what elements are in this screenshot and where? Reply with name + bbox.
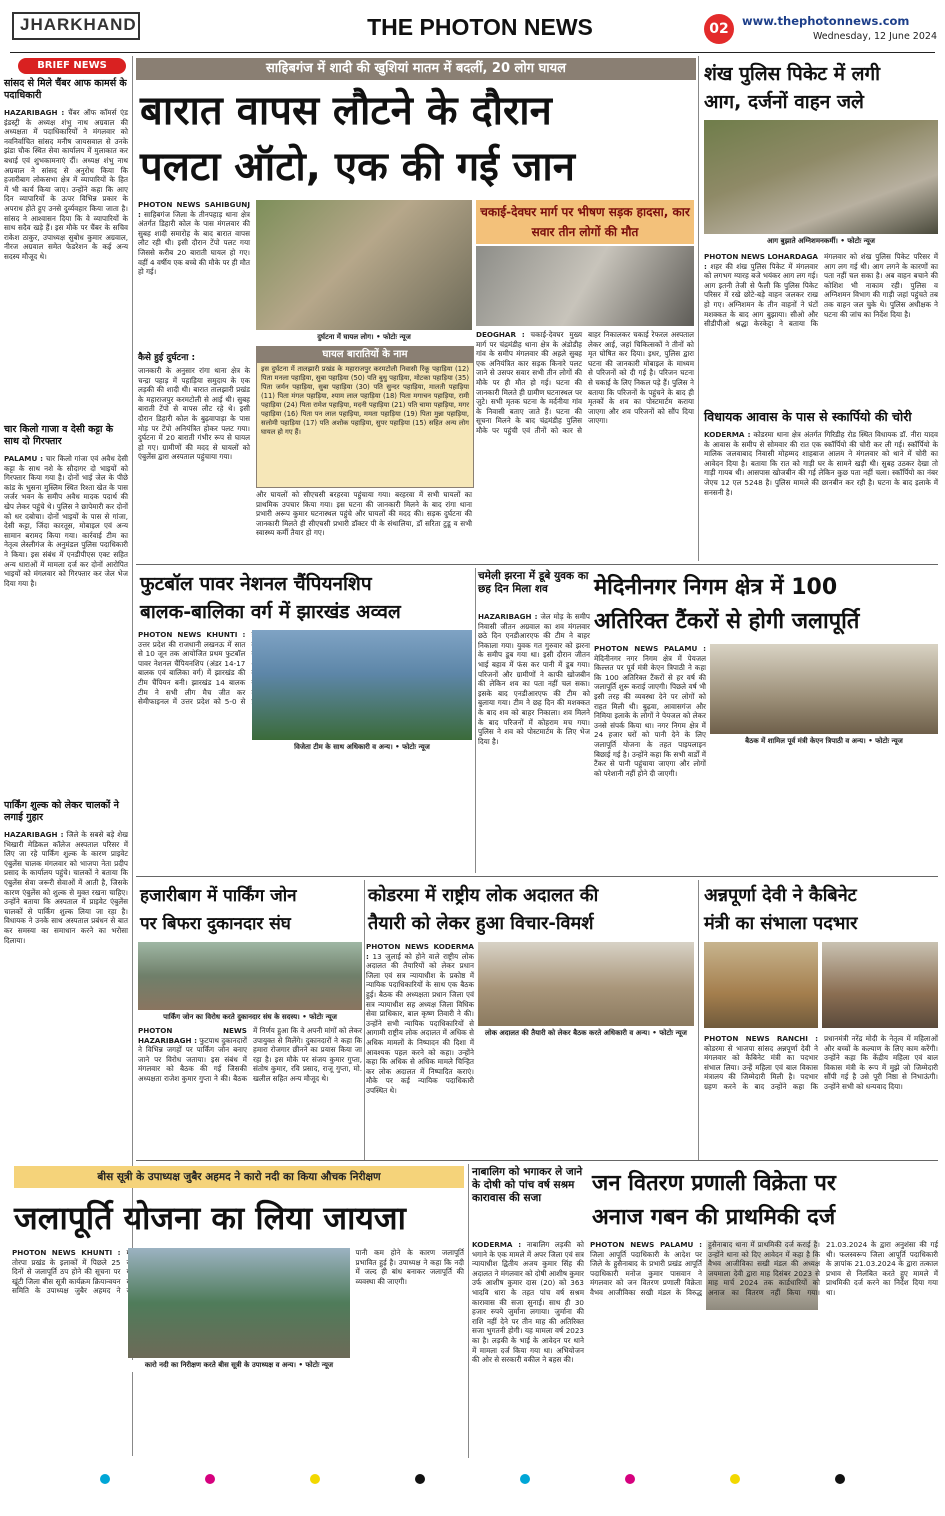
accident-photo [256,200,472,330]
koderma-headline-1: कोडरमा में राष्ट्रीय लोक अदालत की [368,885,599,906]
chakai-body [476,330,694,560]
parking-dateline: PHOTON NEWS HAZARIBAGH : [138,1026,247,1045]
column-rule [468,1164,469,1458]
injured-box-title: घायल बारातियों के नाम [257,347,473,363]
zubair-headline: जलापूर्ति योजना का लिया जायजा [14,1199,406,1237]
brief-2-title: चार किलो गाजा व देसी कट्टा के साथ दो गिरफ्तार [4,424,114,447]
brief-1-body [4,108,128,418]
shankh-text: शहर की शंख पुलिस पिकेट में मंगलवार को लगभग ग्यारह बजे भयंकर आग लग गई। आग इतनी तेजी से फैली कि पुलिस पिकेट परिसर में रखे छोटे-बड़े वाहन जलकर राख हो गए। अग्निशमन के तीन वाहनों ने घंटों मशक्कत के बाद आग बुझाया। सीओ और सीडीपीओ श्रद्धा केरकेट्टा ने बताया कि मंगलवार को शंख पुलिस पिकेट परिसर में आग लग गई थी। आग लगने के कारणों का पता नहीं चल सका है। अब वाहन बचाने की कोशिश भी नाकाम रही। पुलिस व अग्निशमन विभाग की गाड़ी जहां पहुंचते तब तक वाहन जल चुके थे। पुलिस अधीक्षक ने घटना की जांच का निर्देश दिया है। [704,252,938,329]
shankh-body [704,252,938,402]
nabalig-body [472,1240,584,1456]
annapurna-photo-1 [704,942,818,1028]
parking-photo-caption: पार्किंग जोन का विरोध करते दुकानदार संघ के सदस्य। • फोटोः न्यूज [163,1013,337,1021]
football-dateline: PHOTON NEWS KHUNTI : [138,630,246,639]
masthead [0,0,945,52]
shankh-headline-1: शंख पुलिस पिकेट में लगी [704,63,881,85]
annapurna-dateline: PHOTON NEWS RANCHI : [704,1034,818,1043]
koderma-photo-caption: लोक अदालत की तैयारी को लेकर बैठक करते अधिकारी व अन्य। • फोटोः न्यूज [485,1029,687,1037]
brief-2-text: चार किलो गांजा एवं अवैध देसी कट्टा के साथ नशे के सौदागर दो भाइयों को गिरफ्तार किया गया है। दोनों भाई जेल के पीछे कांड के भुसना मुस्लिम स्थित रिश्ता खेत के पास जर्जर भवन के समीप अवैध मादक पदार्थ की खेप लेकर पहुंचे थे। पुलिस ने छापेमारी कर दोनों को धर दबोचा। दोनों भाइयों के पास से गांजा, देसी कट्टा, जिंदा कारतूस, मोबाइल एवं अन्य सामान बरामद किया गया। कार्रवाई टीम का नेतृत्व लेस्लीगंज के अनुमंडल पुलिस पदाधिकारी ने किया। इस संबंध में एनडीपीएस एक्ट सहित अन्य धाराओं में मामला दर्ज कर दोनों आरोपित भाइयों को मंगलवार को गिरफ्तार कर जेल भेज दिया गया है। [4,454,128,588]
website-link[interactable]: www.thephotonnews.com [742,14,910,28]
annapurna-text: कोडरमा से भाजपा सांसद अन्नपूर्णा देवी ने मंगलवार को कैबिनेट मंत्री का पदभार संभाल लिया। उन्हें महिला एवं बाल विकास मंत्रालय की जिम्मेदारी मिली है। पदभार ग्रहण करने के बाद उन्होंने कहा कि प्रधानमंत्री नरेंद्र मोदी के नेतृत्व में महिलाओं और बच्चों के कल्याण के लिए काम करेंगी। उन्होंने कहा कि केंद्रीय महिला एवं बाल विकास मंत्री के रूप में मुझे जो जिम्मेदारी सौंपी गई है उसे पूरी निष्ठा से निभाऊंगी। उन्होंने सभी को धन्यवाद दिया। [704,1034,938,1091]
issue-date: Wednesday, 12 June 2024 [812,31,937,42]
lead-body-1 [138,200,250,350]
vidhayak-text: कोडरमा थाना क्षेत्र अंतर्गत गिरिडीह रोड स्थित विधायक डॉ. नीरा यादव के आवास के समीप से सोमवार की रात एक स्कॉर्पियो की चोरी कर ली गई। स्कॉर्पियो के मालिक जलवाबाद निवासी मोहम्मद शाहबाज आलम ने मंगलवार को थाने में चोरी का आवेदन दिया है। बताया कि रात को गाड़ी घर के सामने खड़ी थी। सुबह उठकर देखा तो गाड़ी गायब थी। आसपास खोजबीन की गई लेकिन कुछ पता नहीं चला। स्कॉर्पियो का नंबर जेएच 12 एल 5248 है। पुलिस मामले की छानबीन कर रही है। घटना के बाद इलाके में सनसनी है। [704,430,938,497]
jan-body [590,1240,938,1456]
zubair-inspection-photo [128,1248,350,1358]
koderma-dateline: PHOTON NEWS KODERMA : [366,942,474,961]
zubair-text: तोरपा प्रखंड के इलाकों में पिछले 25 दिनों से जलापूर्ति ठप होने की सूचना पर खूंटी जिला बीस सूत्री कार्यक्रम क्रियान्वयन समिति के उपाध्यक्ष जुबैर अहमद ने पानी कम होने के कारण जलापूर्ति प्रभावित हुई है। उपाध्यक्ष ने कहा कि नदी में जल्द ही बांध बनाकर जलापूर्ति की व्यवस्था की जाएगी। [12,1248,464,1296]
chakai-dateline: DEOGHAR : [476,330,525,339]
jan-text: जिला आपूर्ति पदाधिकारी के आदेश पर जिले के हुसैनाबाद के प्रभारी प्रखंड आपूर्ति पदाधिकारी मनोज कुमार पासवान ने मंगलवार को जन वितरण प्रणाली विक्रेता वैभव आजीविका सखी मंडल के विरुद्ध हुसैनाबाद थाना में प्राथमिकी दर्ज कराई है। उन्होंने थाना को दिए आवेदन में कहा है कि वैभव आजीविका सखी मंडल की अध्यक्ष जयमाला देवी द्वारा माह दिसंबर 2023 से माह मार्च 2024 तक कार्डधारियों को अनाज का वितरण नहीं किया गया। 21.03.2024 के द्वारा अनुशंसा की गई थी। फलस्वरूप जिला आपूर्ति पदाधिकारी के ज्ञापांक 21.03.2024 के द्वारा तत्काल प्रभाव से निलंबित करते हुए मामले में प्राथमिकी दर्ज करने का निर्देश दिया गया था। [590,1240,938,1297]
parking-headline-2: पर बिफरा दुकानदार संघ [140,914,291,934]
paper-title: THE PHOTON NEWS [367,14,593,40]
lead-body-3: और घायलों को सीएचसी बरहरवा पहुंचाया गया। बरहरवा में सभी घायलों का प्राथमिक उपचार किया गया। इस घटना की जानकारी मिलने के बाद रांगा थाना प्रभारी अरूप कुमार घटनास्थल पहुंचे और घायलों की मदद की। सड़क दुर्घटना की जानकारी मिलते ही सीएचसी प्रभारी डॉक्टर पी के संथालिया, डॉ सरिता टुडू व सभी स्वास्थ्य कर्मी तैयार हो गए। [256,490,472,538]
brief-1-text: चैंबर ऑफ कॉमर्स एंड इंडस्ट्री के अध्यक्ष शंभु नाथ अग्रवाल की अध्यक्षता में पदाधिकारियों ने मंगलवार को नवनिर्वाचित सांसद मनीष जायसवाल से उनके झंडा चौक स्थित सेवा कार्यालय में मुलाकात कर बधाई एवं शुभकामनाएं दीं। अध्यक्ष शंभु नाथ अग्रवाल ने सांसद से अनुरोध किया कि हजारीबाग लोकसभा क्षेत्र में व्यापारियों के हित में भी कार्य किया जाए। उन्होंने कहा कि आए दिन व्यापारियों के ऊपर विभिन्न प्रकार के अपराध होते हुए उनसे दुर्व्यवहार किया जाता है। सांसद ने आश्वासन दिया कि वे व्यापारियों के साथ सदैव खड़े हैं। इस मौके पर चैंबर के सचिव राकेश ठाकुर, उपाध्यक्ष सुबोध कुमार अग्रवाल, नीरज अग्रवाल समेत फेडरेशन के कई अन्य सदस्य मौजूद थे। [4,108,128,261]
chameli-text: जेल मोड़ के समीप निवासी जीतन अग्रवाल का शव मंगलवार छठे दिन एनडीआरएफ की टीम ने बाहर निकाला गया। युवक गत गुरुवार को झरना के समीप डूब गया था। इसी दौरान जीतन भाई बहाव में फंस कर पानी में डूब गया। परिजनों और ग्रामीणों ने काफी खोजबीन की लेकिन शव का पता नहीं चल सका। इसके बाद एनडीआरएफ की टीम को बुलाया गया। टीम ने छह दिन की मशक्कत के बाद शव को बाहर निकाला। शव मिलने के बाद परिजनों में कोहराम मच गया। पुलिस ने शव को पोस्टमार्टम के लिए भेज दिया है। [478,612,590,746]
column-rule [132,56,133,1456]
yellow-dot [730,1474,740,1484]
brief-3-text: जिले के सबसे बड़े शेख भिखारी मेडिकल कॉलेज अस्पताल परिसर में लिए जा रहे पार्किंग शुल्क के कारण प्राइवेट एंबुलेंस चालक मंगलवार को भाजपा नेता प्रदीप प्रसाद के कार्यालय पहुंचे। चालकों ने बताया कि एंबुलेंस सेवा जरूरी सेवाओं में आती है, जिसके कारण एंबुलेंस को शुल्क से मुक्त रखना चाहिए। उन्होंने बताया कि अस्पताल में प्राइवेट एंबुलेंस चालकों से पार्किंग शुल्क लिया जा रहा है। विधायक ने उनके साथ अस्पताल प्रबंधन से बात कर समस्या का समाधान करने का भरोसा दिलाया। [4,830,128,945]
nabalig-headline: नाबालिग को भगाकर ले जाने के दोषी को पांच वर्ष सश्रम कारावास की सजा [472,1166,583,1204]
annapurna-headline-2: मंत्री का संभाला पदभार [704,913,858,934]
injured-names-box [256,346,474,488]
medini-photo-caption: बैठक में शामिल पूर्व मंत्री केएन त्रिपाठी व अन्य। • फोटोः न्यूज [745,737,903,745]
zubair-kicker: बीस सूत्री के उपाध्यक्ष जुबैर अहमद ने कारो नदी का किया औचक निरीक्षण [14,1166,464,1188]
brief-news-label: BRIEF NEWS [18,58,126,74]
lead-text-1: साहिबगंज जिला के तीनपहाड़ थाना क्षेत्र अंतर्गत डिहारी कोल के पास मंगलवार की सुबह शादी समारोह के बाद बारात वापस लौट रही थी। इसी दौरान टेंपो पलट गया जिससे करीब 20 बाराती घायल हो गए। वहीं 4 वर्षीय एक बच्चे की मौके पर ही मौत हो गई। [138,209,250,277]
lead-body-2: जानकारी के अनुसार रांगा थाना क्षेत्र के चन्द्रा पहाड़ में पहाड़िया समुदाय के एक लड़की की शादी थी। बारात तालझारी प्रखंड के महाराजपुर करमटोली से आई थी। सुबह बाराती टेंपो से वापस लौट रहे थे। इसी दौरान डिहारी कोल के बुढ़वापाड़ा के पास मोड़ पर टेंपो अनियंत्रित होकर पलट गया। दुर्घटना में 20 बाराती गंभीर रूप से घायल हो गए। ग्रामीणों की मदद से घायलों को एंबुलेंस द्वारा अस्पताल पहुंचाया गया। [138,366,250,462]
lead-headline-2: पलटा ऑटो, एक की गई जान [140,144,575,190]
vidhayak-headline: विधायक आवास के पास से स्कार्पियो की चोरी [704,409,912,424]
magenta-dot [205,1474,215,1484]
fire-photo [704,120,938,234]
annapurna-body [704,1034,938,1156]
registration-marks [100,1474,845,1488]
parking-protest-photo [138,942,362,1010]
medini-body [594,644,706,874]
football-team-photo [252,630,472,740]
chameli-body [478,612,590,872]
nabalig-text: नाबालिग लड़की को भगाने के एक मामले में अपर जिला एवं सत्र न्यायाधीश द्वितीय अजय कुमार सिंह की अदालत ने मंगलवार को दोषी आशीष कुमार उर्फ आशीष कुमार दास (20) को 363 भादवि धारा के तहत पांच वर्ष सश्रम कारावास की सजा सुनाई। साथ ही 30 हजार रुपये जुर्माना लगाया। जुर्माना की राशि नहीं देने पर तीन माह की अतिरिक्त सजा भुगतनी होगी। यह मामला वर्ष 2023 का है। लड़की के भाई के आवेदन पर थाने में मामला दर्ज किया गया था। अभियोजन की ओर से सरकारी वकील ने बहस की। [472,1240,584,1365]
chakai-headline: चकाई-देवघर मार्ग पर भीषण सड़क हादसा, कार सवार तीन लोगों की मौत [480,205,690,239]
column-rule [475,568,476,873]
brief-2-dateline: PALAMU : [4,454,44,463]
football-headline-1: फुटबॉल पावर नेशनल चैंपियनशिप [140,573,372,595]
lead-kicker: साहिबगंज में शादी की खुशियां मातम में बदलीं, 20 लोग घायल [136,58,696,80]
shankh-dateline: PHOTON NEWS LOHARDAGA : [704,252,818,271]
column-rule [364,880,365,1160]
page-number-badge: 02 [704,14,734,44]
lead-dateline: PHOTON NEWS SAHIBGUNJ : [138,200,250,219]
chakai-headline-box [476,200,694,244]
jan-dateline: PHOTON NEWS PALAMU : [590,1240,702,1249]
parking-body [138,1026,362,1156]
brief-news-column [4,56,130,1456]
cyan-dot [100,1474,110,1484]
lead-subhead: कैसे हुई दुर्घटना : [138,353,196,363]
accident-photo-caption: दुर्घटना में घायल लोग। • फोटोः न्यूज [317,333,411,341]
cyan-dot [520,1474,530,1484]
koderma-meeting-photo [478,942,694,1026]
koderma-text: 13 जुलाई को होने वाले राष्ट्रीय लोक अदालत की तैयारियों को लेकर प्रधान जिला एवं सत्र न्यायाधीश के प्रकोष्ठ में न्यायिक पदाधिकारियों के साथ एक बैठक हुई। बैठक की अध्यक्षता प्रधान जिला एवं सत्र न्यायाधीश सह अध्यक्ष जिला विधिक सेवा प्राधिकार, बाल कृष्ण तिवारी ने की। उन्होंने सभी न्यायिक पदाधिकारियों से आगामी राष्ट्रीय लोक अदालत में अधिक से अधिक मामलों के निष्पादन की दिशा में आवश्यक पहल करने को कहा। उन्होंने कहा कि अधिक से अधिक मामले चिन्हित कर लोक अदालत में निष्पादित कराएं। मौके पर कई न्यायिक पदाधिकारी उपस्थित थे। [366,951,474,1095]
column-rule [698,880,699,1160]
football-text: उत्तर प्रदेश की राजधानी लखनऊ में सात से 10 जून तक आयोजित प्रथम फुटबॉल पावर नेशनल चैंपियनशिप (अंडर 14-17 बालक एवं बालिका वर्ग) में झारखंड की टीम चैंपियन बनी। झारखंड 14 बालक टीम ने सभी लीग मैच जीत कर सेमीफाइनल में उत्तर प्रदेश को 5-0 से [138,639,246,707]
car-crash-photo [476,246,694,326]
brief-3-dateline: HAZARIBAGH : [4,830,64,839]
medini-text: मेदिनीनगर नगर निगम क्षेत्र में पेयजल किल्लत पर पूर्व मंत्री केएन त्रिपाठी ने कहा कि 100 अतिरिक्त टैंकरों से हर वर्ष की जलापूर्ति शुरू कराई जाएगी। पिछले वर्ष भी इसी तरह की व्यवस्था देने पर लोगों को राहत मिली थी। बुढ़वा, आवासगंज और निमिया इलाके के लोगों ने पेयजल को लेकर उनसे संपर्क किया था। नगर निगम क्षेत्र में 24 हजार घरों को पानी देने के लिए जलापूर्ति योजना के तहत पाइपलाइन बिछाई गई है। उन्होंने कहा कि सभी वार्डों में टैंकर से पानी पहुंचाया जाएगा और लोगों को परेशानी नहीं होने दी जाएगी। [594,653,706,778]
fire-photo-caption: आग बुझाते अग्निशमनकर्मी। • फोटोः न्यूज [766,237,875,245]
football-headline-2: बालक-बालिका वर्ग में झारखंड अव्वल [140,601,401,623]
column-rule [698,56,699,561]
brief-1-title: सांसद से मिले चैंबर आफ कामर्स के पदाधिकारी [4,78,127,101]
brief-1-dateline: HAZARIBAGH : [4,108,65,117]
yellow-dot [310,1474,320,1484]
medini-dateline: PHOTON NEWS PALAMU : [594,644,706,653]
lead-headline-1: बारात वापस लौटने के दौरान [140,88,552,134]
injured-box-text: इस दुर्घटना में तालझारी प्रखंड के महाराजपुर करमटोली निवासी रिंकू पहाड़िया (12) पिता मनला पहाड़िया, सुबा पहाड़िया (50) पति बुधु पहाड़िया, मोटका पहाड़िया (35) पिता जर्मन पहाड़िया, सुबा पहाड़िया (30) पति सुन्दर पहाड़िया, मालती पहाड़िया (11) पिता मंगल पहाड़िया, श्याम लाल पहाड़िया (18) पिता मगाचन पहाड़िया, रामी पहाड़िया (24) पिता रामेश पहाड़िया, मदनी पहाड़िया (21) पति चामा पहाड़िया, मगर पहाड़िया (16) पिता पन लाल पहाड़िया, ममता पहाड़िया (19) पिता मुन्ना पहाड़िया, सलोमी पहाड़िया (17) पति अशोक पहाड़िया, सुपर पहाड़िया (15) सहित अन्य लोग घायल हो गए हैं। [261,365,469,436]
zubair-dateline: PHOTON NEWS KHUNTI : [12,1248,121,1257]
vidhayak-body [704,430,938,560]
brief-3-title: पार्किंग शुल्क को लेकर चालकों ने लगाई गुहार [4,800,119,823]
masthead-rule [10,52,935,53]
black-dot [415,1474,425,1484]
jan-headline-1: जन वितरण प्रणाली विक्रेता पर [592,1171,836,1196]
section-rule [136,1160,938,1161]
nabalig-dateline: KODERMA : [472,1240,522,1249]
chameli-dateline: HAZARIBAGH : [478,612,538,621]
parking-text: फुटपाथ दुकानदारों ने विभिन्न जगहों पर पार्किंग जोन बनाए जाने पर विरोध जताया। इस संबंध में मंगलवार को बैठक की गई जिसकी अध्यक्षता राजेश कुमार गुप्ता ने की। बैठक में निर्णय हुआ कि वे अपनी मांगों को लेकर उपायुक्त से मिलेंगे। दुकानदारों ने कहा कि हमारा रोजगार छीनने का प्रयास किया जा रहा है। इस मौके पर संजय कुमार गुप्ता, संतोष कुमार, रवि प्रसाद, राजू गुप्ता, मो. खलील सहित अन्य मौजूद थे। [138,1026,362,1083]
parking-headline-1: हजारीबाग में पार्किंग जोन [140,886,297,906]
jan-headline-2: अनाज गबन की प्राथमिकी दर्ज [592,1205,836,1230]
koderma-headline-2: तैयारी को लेकर हुआ विचार-विमर्श [368,913,594,934]
section-rule [136,876,938,877]
chameli-headline: चमेली झरना में डूबे युवक का छह दिन मिला शव [478,570,589,595]
koderma-body-1 [366,942,474,1095]
section-rule [136,564,938,565]
black-dot [835,1474,845,1484]
chakai-text: चकाई-देवघर मुख्य मार्ग पर चंद्रमंडीह थाना क्षेत्र के अंडोडीह गांव के समीप मंगलवार की अहले सुबह एक अनियंत्रित कार सड़क किनारे पलट जाने से उसपर सवार सभी तीन लोगों की मौके पर ही मौत हो गई। घटना की जानकारी मिलते ही ग्रामीण घटनास्थल पर जुटे। सभी मृतक घटना के मर्दनीया गांव के निवासी बताए जाते हैं। घटना की सूचना मिलने के बाद चंद्रमंडीह पुलिस मौके पर पहुंची एवं तीनों को कार से बाहर निकालकर चकाई रेफरल अस्पताल लेकर आई, जहां चिकित्सकों ने तीनों को मृत घोषित कर दिया। इधर, पुलिस द्वारा घटना की जानकारी मोबाइल के माध्यम से परिजनों को दी गई है। परिजन घटना से चकाई के लिए निकल पड़े हैं। पुलिस ने बताया कि परिजनों के पहुंचने के बाद ही मृतकों के शव का पोस्टमार्टम कराया जाएगा और शव परिजनों को सौंप दिया जाएगा। [476,330,694,435]
vidhayak-dateline: KODERMA : [704,430,751,439]
annapurna-headline-1: अन्नपूर्णा देवी ने कैबिनेट [704,885,857,906]
annapurna-photo-2 [822,942,938,1028]
zubair-photo-caption: कारो नदी का निरीक्षण करते बीस सूत्री के उपाध्यक्ष व अन्य। • फोटोः न्यूज [128,1360,350,1372]
edition-label: JHARKHAND [12,12,140,40]
football-photo-caption: विजेता टीम के साथ अधिकारी व अन्य। • फोटोः न्यूज [252,742,472,754]
medini-meeting-photo [710,644,938,734]
shankh-headline-2: आग, दर्जनों वाहन जले [704,91,864,113]
brief-2-body [4,454,128,794]
medini-headline-2: अतिरिक्त टैंकरों से होगी जलापूर्ति [594,609,860,634]
magenta-dot [625,1474,635,1484]
medini-headline-1: मेदिनीनगर निगम क्षेत्र में 100 [594,575,838,600]
